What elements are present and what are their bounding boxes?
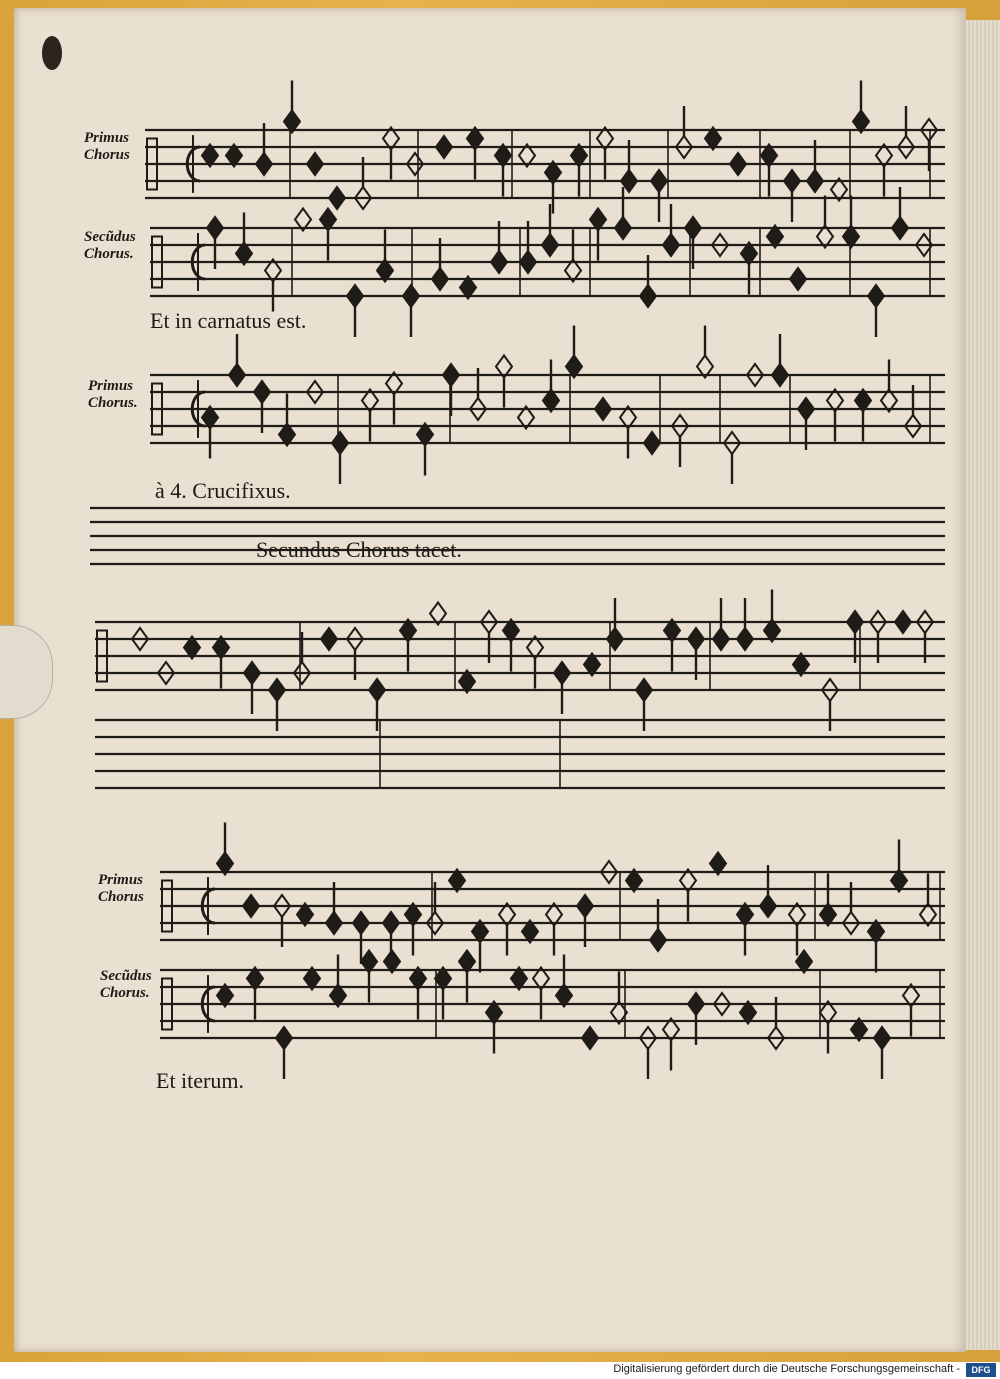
note-head [730, 153, 746, 175]
note-head [207, 217, 223, 239]
note-head [347, 285, 363, 307]
note-head [807, 170, 823, 192]
voice-label-secundus-chorus: Secũdus Chorus. [84, 229, 136, 262]
note-head [582, 1027, 598, 1049]
note-head [685, 217, 701, 239]
note-head [615, 217, 631, 239]
footer-credit: Digitalisierung gefördert durch die Deutsche Forschungsgemeinschaft - [613, 1363, 960, 1375]
note-head [713, 628, 729, 650]
note-head [432, 268, 448, 290]
note-head [895, 611, 911, 633]
note-head [332, 432, 348, 454]
note-head [520, 251, 536, 273]
note-head [772, 364, 788, 386]
voice-label-primus-chorus: Primus Chorus [84, 130, 130, 163]
note-head [644, 432, 660, 454]
note-head [874, 1027, 890, 1049]
lyric-secundus-chorus-tacet: Secundus Chorus tacet. [256, 537, 462, 562]
voice-label-primus-chorus-3: Primus Chorus [98, 872, 144, 905]
note-head [784, 170, 800, 192]
note-head [868, 285, 884, 307]
note-head [636, 679, 652, 701]
note-head [243, 895, 259, 917]
note-head [269, 679, 285, 701]
note-head [542, 234, 558, 256]
note-head [650, 929, 666, 951]
note-head [307, 153, 323, 175]
note-head [244, 662, 260, 684]
note-head [353, 912, 369, 934]
note-head [577, 895, 593, 917]
note-head [595, 398, 611, 420]
note-head [276, 1027, 292, 1049]
note-head [798, 398, 814, 420]
note-head [229, 364, 245, 386]
lyric-et-iterum: Et iterum. [156, 1068, 244, 1093]
note-head [640, 285, 656, 307]
note-head [491, 251, 507, 273]
note-head [326, 912, 342, 934]
note-head [651, 170, 667, 192]
dfg-logo: DFG [966, 1363, 996, 1377]
lyric-crucifixus: à 4. Crucifixus. [155, 478, 291, 503]
note-head [554, 662, 570, 684]
footer-bar [0, 1362, 1000, 1379]
note-head [688, 628, 704, 650]
note-head [383, 912, 399, 934]
note-head [321, 628, 337, 650]
note-head [688, 993, 704, 1015]
note-head [790, 268, 806, 290]
note-head [443, 364, 459, 386]
lyric-et-incarnatus: Et in carnatus est. [150, 308, 307, 333]
note-head [737, 628, 753, 650]
note-head [256, 153, 272, 175]
voice-label-secundus-chorus-3: Secũdus Chorus. [100, 968, 152, 1001]
note-head [329, 187, 345, 209]
note-head [663, 234, 679, 256]
note-head [369, 679, 385, 701]
voice-label-primus-chorus-2: Primus Chorus. [88, 378, 138, 411]
note-head [892, 217, 908, 239]
note-head [436, 136, 452, 158]
note-head [403, 285, 419, 307]
note-head [760, 895, 776, 917]
note-head [254, 381, 270, 403]
